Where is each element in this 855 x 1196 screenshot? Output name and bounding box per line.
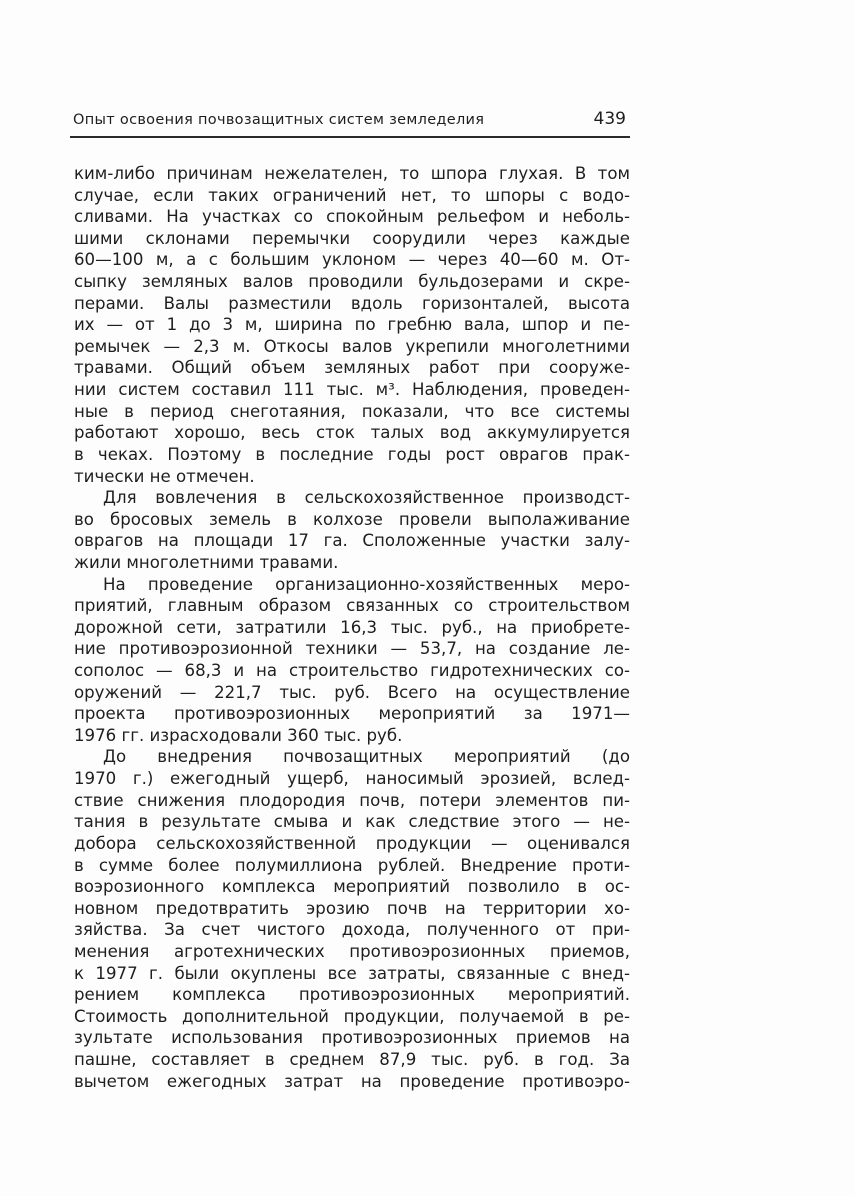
paragraph <box>74 487 630 573</box>
paragraph <box>74 574 630 747</box>
text-line: в сумме более полумиллиона рублей. Внедрение проти- <box>74 855 630 875</box>
text-line: 1970 г.) ежегодный ущерб, наносимый эрозией, вслед- <box>74 769 630 789</box>
header-rule <box>70 136 630 138</box>
running-head <box>70 108 630 132</box>
text-line: к 1977 г. были окуплены все затраты, связанные с внед- <box>74 963 630 983</box>
text-line: во бросовых земель в колхозе провели выполаживание <box>74 509 630 529</box>
text-line: рением комплекса противоэрозионных мероприятий. <box>74 985 630 1005</box>
text-line: ные в период снеготаяния, показали, что все системы <box>74 401 630 421</box>
text-line: сыпку земляных валов проводили бульдозерами и скре- <box>74 272 630 292</box>
text-line: приятий, главным образом связанных со строительством <box>74 596 630 616</box>
paragraph <box>74 746 630 1092</box>
text-line: травами. Общий объем земляных работ при сооруже- <box>74 358 630 378</box>
text-line: воэрозионного комплекса мероприятий позволило в ос- <box>74 877 630 897</box>
text-line: зультате использования противоэрозионных приемов на <box>74 1028 630 1048</box>
text-line: зяйства. За счет чистого дохода, полученного от при- <box>74 920 630 940</box>
text-line: оружений — 221,7 тыс. руб. Всего на осуществление <box>74 682 630 702</box>
text-line: дорожной сети, затратили 16,3 тыс. руб., на приобрете- <box>74 617 630 637</box>
text-line: вычетом ежегодных затрат на проведение противоэро- <box>74 1071 630 1091</box>
text-line: менения агротехнических противоэрозионных приемов, <box>74 941 630 961</box>
text-line: На проведение организационно-хозяйственных меро- <box>103 574 630 594</box>
running-title: Опыт освоения почвозащитных систем земледелия <box>73 112 485 128</box>
text-line: тания в результате смыва и как следствие этого — не- <box>74 812 630 832</box>
page-number: 439 <box>593 109 626 129</box>
text-line: шими склонами перемычки соорудили через каждые <box>74 228 630 248</box>
text-line: ствие снижения плодородия почв, потери элементов пи- <box>74 790 630 810</box>
text-line: сополос — 68,3 и на строительство гидротехнических со- <box>74 661 630 681</box>
text-line: 1976 гг. израсходовали 360 тыс. руб. <box>74 725 403 745</box>
text-line: Для вовлечения в сельскохозяйственное производст- <box>103 488 630 508</box>
text-line: случае, если таких ограничений нет, то шпоры с водо- <box>74 185 630 205</box>
text-line: их — от 1 до 3 м, ширина по гребню вала, шпор и пе- <box>74 315 630 335</box>
text-line: 60—100 м, а с большим уклоном — через 40—60 м. От- <box>74 250 630 270</box>
text-line: нии систем составил 111 тыс. м³. Наблюдения, проведен- <box>74 380 630 400</box>
text-line: До внедрения почвозащитных мероприятий (до <box>103 747 630 767</box>
text-line: перами. Валы разместили вдоль горизонталей, высота <box>74 293 630 313</box>
text-line: пашне, составляет в среднем 87,9 тыс. руб. в год. За <box>74 1049 630 1069</box>
text-line: добора сельскохозяйственной продукции — оценивался <box>74 833 630 853</box>
text-line: новном предотвратить эрозию почв на территории хо- <box>74 898 630 918</box>
text-line: работают хорошо, весь сток талых вод аккумулируется <box>74 423 630 443</box>
text-line: проекта противоэрозионных мероприятий за 1971— <box>74 704 630 724</box>
text-line: ремычек — 2,3 м. Откосы валов укрепили многолетними <box>74 336 630 356</box>
text-line: сливами. На участках со спокойным рельефом и неболь- <box>74 207 630 227</box>
text-line: ние противоэрозионной техники — 53,7, на создание ле- <box>74 639 630 659</box>
text-line: в чеках. Поэтому в последние годы рост оврагов прак- <box>74 444 630 464</box>
text-line: Стоимость дополнительной продукции, получаемой в ре- <box>74 1006 630 1026</box>
text-line: оврагов на площади 17 га. Сположенные участки залу- <box>74 531 630 551</box>
text-line: ким-либо причинам нежелателен, то шпора глухая. В том <box>74 164 630 183</box>
text-line: тически не отмечен. <box>74 466 255 486</box>
body-text <box>74 163 630 1092</box>
paragraph <box>74 163 630 487</box>
text-line: жили многолетними травами. <box>74 552 339 572</box>
